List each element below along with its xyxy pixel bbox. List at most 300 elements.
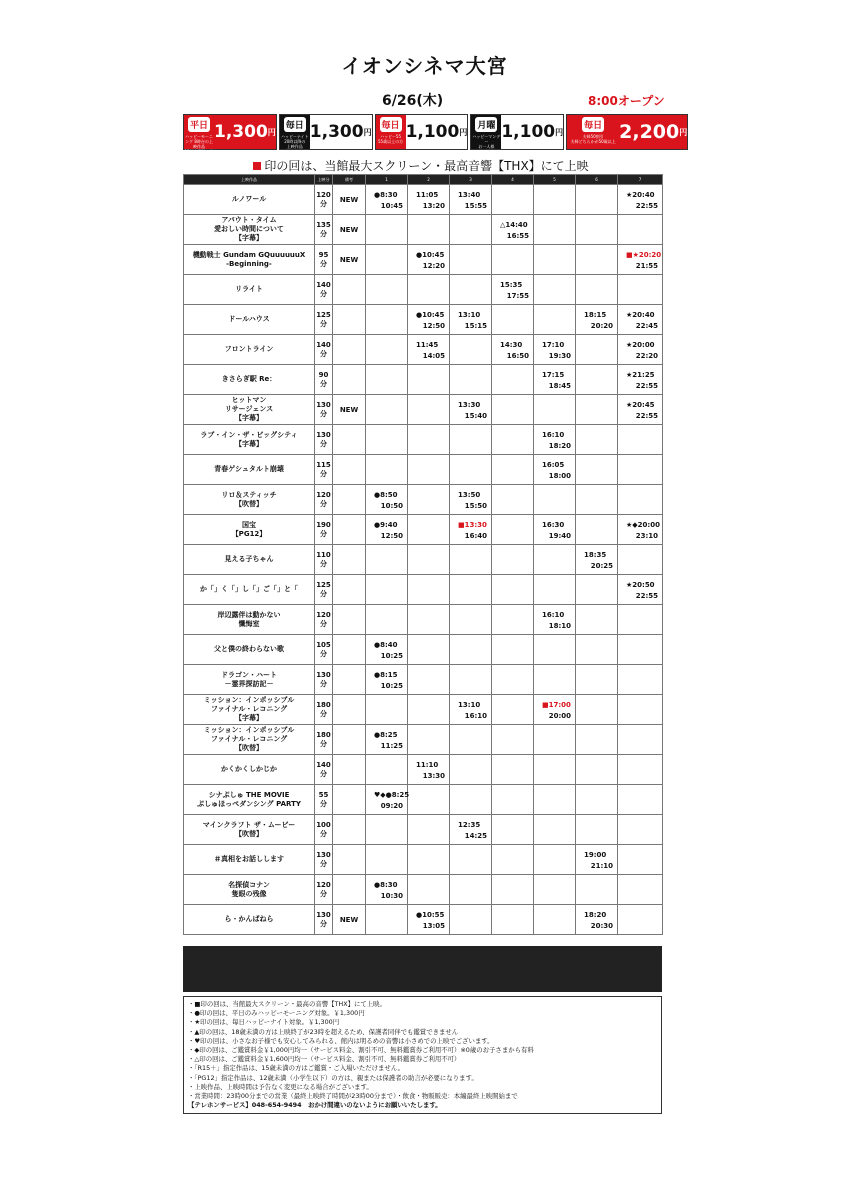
showtime-cell <box>408 455 450 485</box>
table-row <box>184 875 663 905</box>
end-time: 19:30 <box>548 352 571 360</box>
showtime-cell <box>408 755 450 785</box>
table-header-cell: 上映作品 <box>184 175 315 185</box>
showtime-cell <box>366 485 408 515</box>
showtime-cell <box>492 515 534 545</box>
showtime-cell <box>492 875 534 905</box>
table-row <box>184 905 663 935</box>
end-time: 22:45 <box>635 322 658 330</box>
showtime-cell <box>366 245 408 275</box>
showtime-cell <box>534 695 576 725</box>
runtime: 120 分 <box>315 485 333 515</box>
movie-title: 父と僕の終わらない歌 <box>184 635 315 665</box>
showtime-cell <box>450 635 492 665</box>
table-header-cell: 4 <box>492 175 534 185</box>
showtime-cell <box>408 245 450 275</box>
showtime-cell <box>492 665 534 695</box>
start-time: 13:30 <box>458 401 481 409</box>
end-time: 10:25 <box>380 682 403 690</box>
price-unit: 円 <box>459 127 468 137</box>
showtime-cell <box>408 395 450 425</box>
showtime-cell <box>618 605 663 635</box>
showtime-cell <box>366 785 408 815</box>
showtime-cell <box>450 695 492 725</box>
end-time: 22:55 <box>635 412 658 420</box>
table-row <box>184 725 663 755</box>
showtime-cell <box>366 185 408 215</box>
note-cell <box>333 335 366 365</box>
note-cell <box>333 515 366 545</box>
showtime-cell <box>366 275 408 305</box>
end-time: 15:55 <box>464 202 487 210</box>
showtime-cell <box>408 305 450 335</box>
showtime-cell <box>450 755 492 785</box>
showtime-cell <box>576 725 618 755</box>
runtime: 130 分 <box>315 665 333 695</box>
price-amount <box>619 115 687 149</box>
note-cell <box>333 695 366 725</box>
runtime: 130 分 <box>315 905 333 935</box>
showtime-cell <box>408 425 450 455</box>
movie-title: か「」く「」し「」ご「」と「 <box>184 575 315 605</box>
table-row <box>184 785 663 815</box>
showtime-cell <box>492 905 534 935</box>
showtime-cell <box>366 635 408 665</box>
showtime-cell <box>450 335 492 365</box>
end-time: 10:30 <box>380 892 403 900</box>
end-time: 15:50 <box>464 502 487 510</box>
showtime-cell <box>366 335 408 365</box>
showtime-cell <box>450 875 492 905</box>
note-cell <box>333 725 366 755</box>
showtime-cell <box>492 755 534 785</box>
runtime: 120 分 <box>315 185 333 215</box>
showtime-cell <box>576 275 618 305</box>
showtime-cell <box>450 215 492 245</box>
runtime: 120 分 <box>315 605 333 635</box>
showtime-cell <box>618 305 663 335</box>
showtime-cell <box>450 455 492 485</box>
runtime: 140 分 <box>315 755 333 785</box>
end-time: 22:55 <box>635 592 658 600</box>
table-header-cell: 上映分 <box>315 175 333 185</box>
showtime-cell <box>618 335 663 365</box>
start-time: ●8:40 <box>374 641 398 649</box>
showtime-cell <box>492 485 534 515</box>
showtime-cell <box>534 215 576 245</box>
showtime-cell <box>576 245 618 275</box>
price-card <box>375 114 469 150</box>
movie-title: シナぷしゅ THE MOVIE ぷしゅほっぺダンシング PARTY <box>184 785 315 815</box>
showtime-cell <box>408 905 450 935</box>
start-time: 17:10 <box>542 341 565 349</box>
movie-title: ＃真相をお話しします <box>184 845 315 875</box>
note-cell <box>333 815 366 845</box>
showtime-cell <box>534 905 576 935</box>
note-cell <box>333 875 366 905</box>
table-header-cell: 1 <box>366 175 408 185</box>
table-row <box>184 605 663 635</box>
price-tag-note: 夫婦50割引 夫婦どちらかが50歳以上 <box>570 134 616 144</box>
price-tag <box>567 115 619 149</box>
showtime-cell <box>618 365 663 395</box>
note-cell <box>333 305 366 335</box>
start-time: ■17:00 <box>542 701 571 709</box>
end-time: 22:55 <box>635 382 658 390</box>
start-time: 13:10 <box>458 701 481 709</box>
movie-title: ヒットマン リサージェンス 【字幕】 <box>184 395 315 425</box>
table-row <box>184 245 663 275</box>
red-square-icon <box>253 162 261 170</box>
price-tag <box>471 115 501 149</box>
showtime-cell <box>534 545 576 575</box>
end-time: 17:55 <box>506 292 529 300</box>
price-unit: 円 <box>267 127 276 137</box>
showtime-cell <box>492 545 534 575</box>
showtime-cell <box>576 635 618 665</box>
runtime: 90 分 <box>315 365 333 395</box>
table-row <box>184 425 663 455</box>
end-time: 20:25 <box>590 562 613 570</box>
showtime-cell <box>576 425 618 455</box>
runtime: 110 分 <box>315 545 333 575</box>
showtime-cell <box>534 335 576 365</box>
start-time: 13:50 <box>458 491 481 499</box>
showtime-cell <box>618 395 663 425</box>
end-time: 21:10 <box>590 862 613 870</box>
start-time: 13:10 <box>458 311 481 319</box>
start-time: 18:20 <box>584 911 607 919</box>
runtime: 55 分 <box>315 785 333 815</box>
showtime-cell <box>408 725 450 755</box>
showtime-cell <box>492 215 534 245</box>
table-row <box>184 575 663 605</box>
showtime-cell <box>618 845 663 875</box>
showtime-cell <box>366 665 408 695</box>
date-label: 6/26(木) <box>382 93 444 109</box>
schedule-table <box>183 174 663 935</box>
showtime-cell <box>366 605 408 635</box>
showtime-cell <box>534 635 576 665</box>
price-tag-label: 毎日 <box>380 117 402 132</box>
end-time: 16:55 <box>506 232 529 240</box>
banner-text: 印の回は、当館最大スクリーン・最高音響【THX】にて上映 <box>264 159 589 173</box>
table-header-cell: 3 <box>450 175 492 185</box>
price-tag-label: 毎日 <box>582 117 604 132</box>
showtime-cell <box>492 395 534 425</box>
table-row <box>184 515 663 545</box>
end-time: 22:55 <box>635 202 658 210</box>
note-line: ・◆印の回は、ご鑑賞料金￥1,000円均一（サービス料金、割引不可、無料鑑賞券ご利用不可）※0歳のお子さまから有料 <box>188 1046 534 1055</box>
end-time: 12:50 <box>422 322 445 330</box>
price-amount <box>214 115 276 149</box>
showtime-cell <box>576 395 618 425</box>
showtime-cell <box>408 365 450 395</box>
start-time: ●8:25 <box>374 731 398 739</box>
end-time: 18:20 <box>548 442 571 450</box>
showtime-cell <box>450 425 492 455</box>
movie-title: リロ＆スティッチ 【吹替】 <box>184 485 315 515</box>
start-time: 12:35 <box>458 821 481 829</box>
showtime-cell <box>618 215 663 245</box>
end-time: 15:40 <box>464 412 487 420</box>
price-amount <box>310 115 372 149</box>
runtime: 130 分 <box>315 395 333 425</box>
showtime-cell <box>366 875 408 905</box>
end-time: 22:20 <box>635 352 658 360</box>
showtime-cell <box>408 665 450 695</box>
end-time: 16:50 <box>506 352 529 360</box>
end-time: 14:25 <box>464 832 487 840</box>
open-time: 8:00オープン <box>588 94 665 108</box>
showtime-cell <box>492 845 534 875</box>
showtime-cell <box>618 245 663 275</box>
runtime: 140 分 <box>315 275 333 305</box>
showtime-cell <box>408 215 450 245</box>
note-cell <box>333 545 366 575</box>
price-tag-note: ハッピーモーニング 8時台の上映作品 11時台開始でも対象 <box>184 134 214 159</box>
note-cell: NEW <box>333 185 366 215</box>
showtime-cell <box>534 785 576 815</box>
end-time: 20:30 <box>590 922 613 930</box>
showtime-cell <box>534 605 576 635</box>
runtime: 95 分 <box>315 245 333 275</box>
price-unit: 円 <box>555 127 564 137</box>
showtime-cell <box>576 815 618 845</box>
table-row <box>184 395 663 425</box>
end-time: 19:40 <box>548 532 571 540</box>
showtime-cell <box>618 455 663 485</box>
table-header-cell: 7 <box>618 175 663 185</box>
note-line: ・●印の回は、平日のみハッピーモーニング対象。￥1,300円 <box>188 1009 365 1018</box>
showtime-cell <box>534 845 576 875</box>
runtime: 115 分 <box>315 455 333 485</box>
showtime-cell <box>534 185 576 215</box>
showtime-cell <box>450 815 492 845</box>
showtime-cell <box>492 575 534 605</box>
movie-title: 見える子ちゃん <box>184 545 315 575</box>
end-time: 15:15 <box>464 322 487 330</box>
showtime-cell <box>492 245 534 275</box>
movie-title: ラブ・イン・ザ・ビッグシティ 【字幕】 <box>184 425 315 455</box>
note-cell: NEW <box>333 215 366 245</box>
start-time: 14:30 <box>500 341 523 349</box>
showtime-cell <box>576 515 618 545</box>
runtime: 125 分 <box>315 305 333 335</box>
showtime-cell <box>450 275 492 305</box>
price-value: 1,300 <box>309 122 364 142</box>
showtime-cell <box>576 665 618 695</box>
start-time: ★20:40 <box>626 311 655 319</box>
showtime-cell <box>618 485 663 515</box>
showtime-cell <box>366 545 408 575</box>
note-cell <box>333 575 366 605</box>
footer-band <box>183 946 662 992</box>
end-time: 18:10 <box>548 622 571 630</box>
start-time: ★20:50 <box>626 581 655 589</box>
start-time: 16:05 <box>542 461 565 469</box>
runtime: 130 分 <box>315 845 333 875</box>
price-tag-note: ハッピーナイト 20時以降の 上映作品 <box>281 134 309 149</box>
table-row <box>184 545 663 575</box>
table-header-cell: 2 <box>408 175 450 185</box>
start-time: 16:30 <box>542 521 565 529</box>
table-header-cell: 備考 <box>333 175 366 185</box>
showtime-cell <box>366 455 408 485</box>
price-tag-note: ハッピー55 55歳以上の方 <box>378 134 404 144</box>
note-line: ・■印の回は、当館最大スクリーン・最高の音響【THX】にて上映。 <box>188 1000 386 1008</box>
note-line: ・営業時間：23時00分までの営業（最終上映終了時間が23時00分まで）・飲食・物販販売：本編最終上映開始まで <box>188 1092 518 1101</box>
price-card <box>470 114 564 150</box>
start-time: 11:05 <box>416 191 439 199</box>
start-time: ★20:00 <box>626 341 655 349</box>
note-cell <box>333 635 366 665</box>
end-time: 10:45 <box>380 202 403 210</box>
runtime: 100 分 <box>315 815 333 845</box>
movie-title: ルノワール <box>184 185 315 215</box>
showtime-cell <box>408 575 450 605</box>
showtime-cell <box>534 485 576 515</box>
runtime: 105 分 <box>315 635 333 665</box>
showtime-cell <box>408 185 450 215</box>
showtime-cell <box>366 845 408 875</box>
showtime-cell <box>534 665 576 695</box>
showtime-cell <box>492 785 534 815</box>
price-tag-label: 月曜 <box>475 117 497 132</box>
showtime-cell <box>408 815 450 845</box>
showtime-cell <box>450 395 492 425</box>
showtime-cell <box>492 275 534 305</box>
note-cell: NEW <box>333 245 366 275</box>
table-row <box>184 215 663 245</box>
start-time: 16:10 <box>542 611 565 619</box>
showtime-cell <box>576 905 618 935</box>
showtime-cell <box>492 185 534 215</box>
movie-title: 機動戦士 Gundam GQuuuuuuX -Beginning- <box>184 245 315 275</box>
showtime-cell <box>618 815 663 845</box>
showtime-cell <box>576 575 618 605</box>
start-time: ■★20:20 <box>626 251 662 259</box>
showtime-cell <box>534 425 576 455</box>
movie-title: ら・かんぱねら <box>184 905 315 935</box>
table-row <box>184 455 663 485</box>
start-time: ●8:50 <box>374 491 398 499</box>
movie-title: 岸辺露伴は動かない 懺悔室 <box>184 605 315 635</box>
showtime-cell <box>450 305 492 335</box>
showtime-cell <box>576 335 618 365</box>
end-time: 14:05 <box>422 352 445 360</box>
note-line: ・「PG12」指定作品は、12歳未満（小学生以下）の方は、親または保護者の助言が必要になります。 <box>188 1073 478 1082</box>
end-time: 10:25 <box>380 652 403 660</box>
showtime-cell <box>618 755 663 785</box>
showtime-cell <box>408 275 450 305</box>
start-time: ●8:15 <box>374 671 398 679</box>
showtime-cell <box>618 905 663 935</box>
showtime-cell <box>366 395 408 425</box>
showtime-cell <box>492 695 534 725</box>
price-value: 2,200 <box>619 121 680 143</box>
showtime-cell <box>576 605 618 635</box>
showtime-cell <box>450 785 492 815</box>
table-row <box>184 755 663 785</box>
note-cell <box>333 365 366 395</box>
showtime-cell <box>408 785 450 815</box>
note-cell <box>333 455 366 485</box>
showtime-cell <box>366 425 408 455</box>
price-tag <box>280 115 310 149</box>
showtime-cell <box>618 545 663 575</box>
end-time: 12:20 <box>422 262 445 270</box>
table-row <box>184 365 663 395</box>
showtime-cell <box>366 755 408 785</box>
note-cell <box>333 665 366 695</box>
showtime-cell <box>450 725 492 755</box>
showtime-cell <box>450 575 492 605</box>
showtime-cell <box>366 365 408 395</box>
end-time: 18:00 <box>548 472 571 480</box>
showtime-cell <box>408 635 450 665</box>
showtime-cell <box>576 875 618 905</box>
start-time: ●8:30 <box>374 881 398 889</box>
start-time: 18:35 <box>584 551 607 559</box>
movie-title: リライト <box>184 275 315 305</box>
showtime-cell <box>366 815 408 845</box>
table-row <box>184 185 663 215</box>
showtime-cell <box>408 545 450 575</box>
showtime-cell <box>450 365 492 395</box>
showtime-cell <box>618 275 663 305</box>
start-time: 13:40 <box>458 191 481 199</box>
showtime-cell <box>534 455 576 485</box>
price-unit: 円 <box>679 127 688 137</box>
notes-box <box>183 996 662 1114</box>
price-tag-label: 平日 <box>188 117 210 132</box>
showtime-cell <box>618 665 663 695</box>
showtime-cell <box>450 515 492 545</box>
movie-title: ドラゴン・ハート －霊界探訪記－ <box>184 665 315 695</box>
note-cell: NEW <box>333 395 366 425</box>
showtime-cell <box>618 425 663 455</box>
note-cell: NEW <box>333 905 366 935</box>
end-time: 12:50 <box>380 532 403 540</box>
note-line: ・♥印の回は、小さなお子様でも安心してみられる、館内は明るめの音響は小さめでの上映でございます。 <box>188 1036 494 1045</box>
thx-banner <box>183 157 659 174</box>
showtime-cell <box>534 305 576 335</box>
start-time: 11:45 <box>416 341 439 349</box>
start-time: 15:35 <box>500 281 523 289</box>
price-tag-note: ハッピーマンデー お一人様 <box>472 134 501 149</box>
note-line: 【テレホンサービス】048-654-9494 おかけ間違いのないようにお願いいたします。 <box>188 1101 442 1110</box>
start-time: ●8:30 <box>374 191 398 199</box>
start-time: ★20:45 <box>626 401 655 409</box>
end-time: 09:20 <box>380 802 403 810</box>
price-unit: 円 <box>363 127 372 137</box>
start-time: 11:10 <box>416 761 439 769</box>
showtime-cell <box>534 365 576 395</box>
table-row <box>184 275 663 305</box>
runtime: 120 分 <box>315 875 333 905</box>
showtime-cell <box>366 905 408 935</box>
end-time: 10:50 <box>380 502 403 510</box>
end-time: 20:20 <box>590 322 613 330</box>
showtime-cell <box>534 815 576 845</box>
movie-title: ミッション：インポッシブル ファイナル・レコニング 【字幕】 <box>184 695 315 725</box>
showtime-cell <box>576 185 618 215</box>
showtime-cell <box>408 695 450 725</box>
showtime-cell <box>450 485 492 515</box>
price-amount <box>501 115 563 149</box>
showtime-cell <box>534 755 576 785</box>
